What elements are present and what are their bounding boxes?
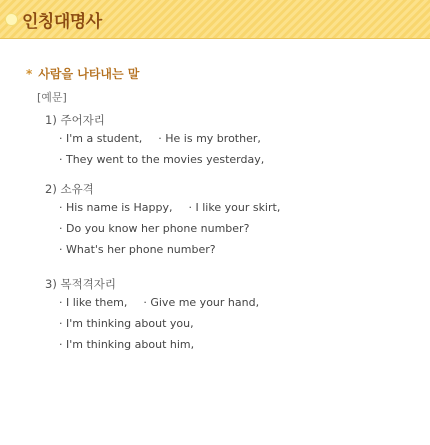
- example-sentence: · I'm thinking about you,: [59, 317, 194, 330]
- example-label: [예문]: [37, 91, 67, 104]
- bullet-dot-icon: [5, 13, 18, 26]
- example-line: [45, 222, 280, 243]
- example-sentence: · Give me your hand,: [143, 296, 260, 309]
- example-sentence: · I'm thinking about him,: [59, 338, 195, 351]
- group-heading: 3) 목적격자리: [45, 277, 117, 291]
- example-line: [45, 132, 264, 153]
- group-subject: [45, 112, 264, 174]
- section-title-text: 사람을 나타내는 말: [38, 67, 140, 81]
- section-title: [26, 65, 139, 82]
- group-heading: 2) 소유격: [45, 182, 94, 196]
- example-sentence: · He is my brother,: [158, 132, 261, 145]
- group-possessive: [45, 181, 280, 264]
- example-sentence: · His name is Happy,: [59, 201, 173, 214]
- example-line: [45, 201, 280, 222]
- star-bullet-icon: *: [26, 67, 33, 81]
- example-sentence: · I like them,: [59, 296, 128, 309]
- example-line: [45, 153, 264, 174]
- example-line: [45, 243, 280, 264]
- example-line: [45, 317, 259, 338]
- example-line: [45, 296, 259, 317]
- example-sentence: · I'm a student,: [59, 132, 143, 145]
- group-object: [45, 276, 259, 359]
- example-sentence: · What's her phone number?: [59, 243, 216, 256]
- example-sentence: · They went to the movies yesterday,: [59, 153, 265, 166]
- example-sentence: · Do you know her phone number?: [59, 222, 250, 235]
- example-line: [45, 338, 259, 359]
- example-sentence: · I like your skirt,: [188, 201, 281, 214]
- page-header: [0, 0, 430, 39]
- group-heading: 1) 주어자리: [45, 113, 105, 127]
- page-title: 인칭대명사: [22, 12, 102, 32]
